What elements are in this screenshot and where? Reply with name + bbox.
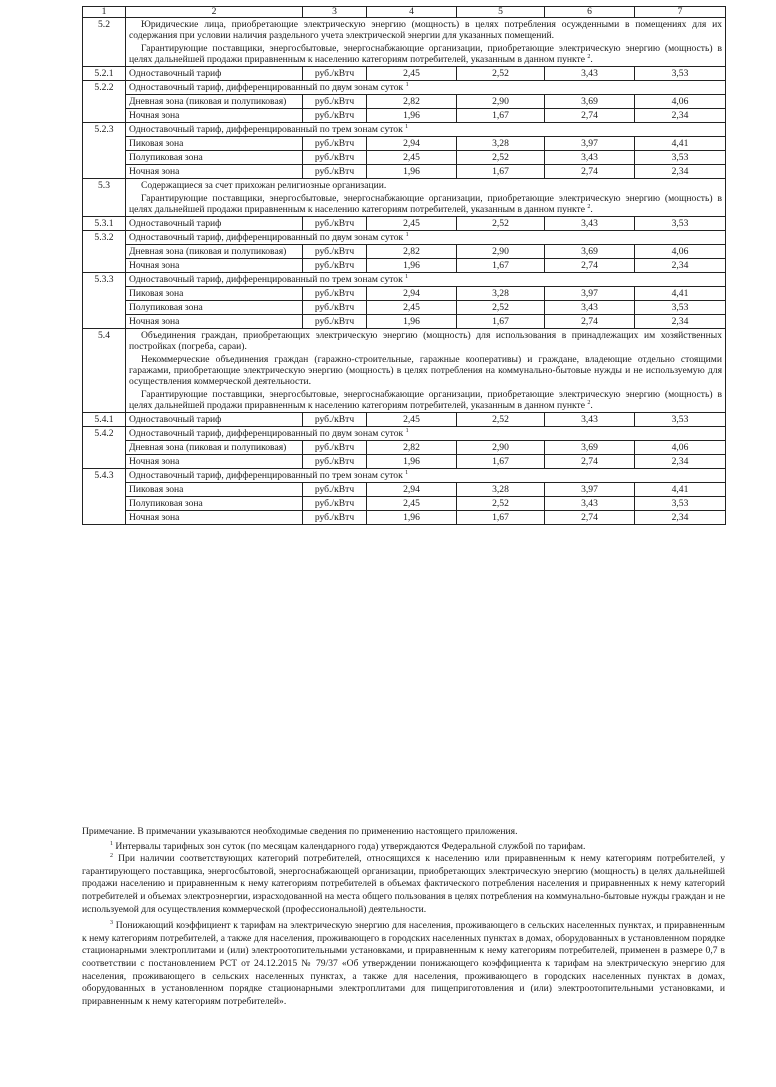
tariff-value-cell: 3,97 [545,287,635,301]
footnote-mark: 1 [110,840,113,847]
unit-cell: руб./кВтч [303,287,367,301]
tariff-value-cell: 4,41 [635,483,726,497]
footnote-mark: 2 [110,853,113,860]
unit-cell: руб./кВтч [303,165,367,179]
row-code: 5.2.1 [83,67,126,81]
unit-cell: руб./кВтч [303,95,367,109]
zone-name: Дневная зона (пиковая и полупиковая) [126,95,303,109]
tariff-value-cell: 3,43 [545,151,635,165]
column-number: 7 [635,7,726,18]
zone-row [83,137,726,151]
zone-tariff-text: Одноставочный тариф, дифференцированный по двум зонам суток [129,82,404,93]
tariff-value-cell: 3,28 [457,287,545,301]
tariff-value-cell: 3,69 [545,95,635,109]
tariff-value-cell: 2,52 [457,67,545,81]
tariff-value-cell: 1,67 [457,455,545,469]
row-code: 5.4.1 [83,413,126,427]
column-number: 2 [126,7,303,18]
tariff-value-cell: 2,74 [545,315,635,329]
footnote-3 [82,920,725,1008]
section-paragraph: Гарантирующие поставщики, энергосбытовые, энергоснабжающие организации, приобретающие электрическую энергию (мощность) в целях дальнейшей продажи приравненным к населению категориям потребителей, указанным в данном пункте $^2$. [129,193,722,215]
footnote-ref: 1 [405,232,409,238]
section-code: 5.4 [83,329,126,413]
footnote-ref: 1 [405,124,409,130]
tariff-value-cell: 2,52 [457,301,545,315]
section-paragraph [129,180,722,191]
tariff-value-cell: 4,06 [635,245,726,259]
tariff-value-cell: 2,52 [457,413,545,427]
paragraph-text: Гарантирующие поставщики, энергосбытовые, энергоснабжающие организации, приобретающие электрическую энергию (мощность) в целях дальнейшей продажи приравненным к населению категориям потребителей, указанным в данном пункте [129,43,722,65]
zone-row [83,151,726,165]
zone-header-row [83,273,726,287]
tariff-value-cell: 3,53 [635,497,726,511]
tariff-value-cell: 1,67 [457,511,545,525]
notes-section [82,826,725,1008]
unit-cell: руб./кВтч [303,67,367,81]
tariff-value-cell: 2,34 [635,109,726,123]
tariff-value-cell: 1,67 [457,109,545,123]
tariff-value-cell: 3,69 [545,441,635,455]
zone-name: Пиковая зона [126,137,303,151]
zone-row [83,483,726,497]
unit-cell: руб./кВтч [303,413,367,427]
column-number: 4 [367,7,457,18]
footnote-ref: 1 [405,274,409,280]
zone-row [83,287,726,301]
zone-row [83,455,726,469]
footnote-mark: 3 [110,920,113,927]
unit-cell: руб./кВтч [303,497,367,511]
row-code: 5.2.2 [83,81,126,123]
tariff-value-cell: 3,43 [545,413,635,427]
zone-tariff-name [126,81,726,95]
tariff-value-cell: 2,52 [457,217,545,231]
section-paragraph [129,354,722,387]
zone-header-row [83,123,726,137]
tariff-value-cell: 3,53 [635,413,726,427]
tariff-value-cell: 2,34 [635,259,726,273]
unit-cell: руб./кВтч [303,259,367,273]
footnote-ref: 1 [405,82,409,88]
row-code: 5.3.1 [83,217,126,231]
paragraph-text: Объединения граждан, приобретающих электрическую энергию (мощность) для использования в принадлежащих им хозяйственных постройках (погреба, сараи). [129,330,722,352]
zone-header-row [83,469,726,483]
tariff-value-cell: 3,97 [545,137,635,151]
row-code: 5.3.2 [83,231,126,273]
footnote-text: Понижающий коэффициент к тарифам на электрическую энергию для населения, проживающего в сельских населенных пунктах, и приравненным к нему категориям потребителей, а также для населения, проживающего в городских населенных пунктах в домах, оборудованных в установленном порядке стационарными электроплитами и (или) электроотопительными установками, и приравненным к нему категориям потребителей, применен в размере 0,7 в соответствии с постановлением РСТ от 24.12.2015 № 79/37 «Об утверждении понижающего коэффициента к тарифам на электрическую энергию для населения, проживающего в сельских населенных пунктах, а также для населения, проживающего в городских населенных пунктах в домах, оборудованных в установленном порядке стационарными электроплитами для пищеприготовления и (или) электроотопительными установками, и приравненным к нему категориям потребителей». [82,920,726,1007]
section-paragraph: Гарантирующие поставщики, энергосбытовые, энергоснабжающие организации, приобретающие электрическую энергию (мощность) в целях дальнейшей продажи приравненным к населению категориям потребителей, указанным в данном пункте $^2$. [129,43,722,65]
unit-cell: руб./кВтч [303,441,367,455]
tariff-value-cell: 3,43 [545,497,635,511]
zone-row [83,109,726,123]
zone-row [83,245,726,259]
zone-header-row [83,427,726,441]
zone-name: Полупиковая зона [126,301,303,315]
zone-name: Ночная зона [126,315,303,329]
unit-cell: руб./кВтч [303,109,367,123]
zone-header-row [83,231,726,245]
section-paragraph [129,19,722,41]
zone-row [83,441,726,455]
tariff-value-cell: 2,34 [635,511,726,525]
tariff-value-cell: 2,94 [367,137,457,151]
tariff-name: Одноставочный тариф [126,413,303,427]
zone-name: Дневная зона (пиковая и полупиковая) [126,245,303,259]
tariff-value-cell: 2,45 [367,301,457,315]
unit-cell: руб./кВтч [303,151,367,165]
zone-header-row [83,81,726,95]
footnote-text: При наличии соответствующих категорий потребителей, относящихся к населению или приравненным к нему категориям потребителей, у гарантирующего поставщика, энергосбытовой, энергоснабжающей организации, приобретающих электрическую энергию (мощность) в целях дальнейшей продажи населению и приравненным к нему категориям потребителей в объемах фактического потребления населения и приравненных к нему категорий потребителей и объемах электроэнергии, израсходованной на места общего пользования в целях потребления на коммунально-бытовые нужды граждан и не используемой для осуществления коммерческой (профессиональной) деятельности. [82,853,725,915]
tariff-name: Одноставочный тариф [126,67,303,81]
section-description [126,329,726,413]
tariff-value-cell: 3,53 [635,67,726,81]
paragraph-text: Некоммерческие объединения граждан (гаражно-строительные, гаражные кооперативы) и граждане, владеющие отдельно стоящими гаражами, приобретающие электрическую энергию (мощность) в целях потребления на коммунально-бытовые нужды и не используемую для осуществления коммерческой деятельности. [129,354,722,387]
tariff-value-cell: 2,90 [457,441,545,455]
tariff-value-cell: 2,74 [545,259,635,273]
tariff-value-cell: 2,74 [545,109,635,123]
footnote-1 [82,841,725,854]
zone-row [83,301,726,315]
zone-tariff-name [126,231,726,245]
tariff-value-cell: 2,52 [457,151,545,165]
tariff-value-cell: 2,74 [545,455,635,469]
tariff-value-cell: 2,74 [545,165,635,179]
tariff-value-cell: 3,28 [457,137,545,151]
tariff-value-cell: 2,34 [635,455,726,469]
paragraph-text: Гарантирующие поставщики, энергосбытовые, энергоснабжающие организации, приобретающие электрическую энергию (мощность) в целях дальнейшей продажи приравненным к населению категориям потребителей, указанным в данном пункте [129,389,722,411]
unit-cell: руб./кВтч [303,483,367,497]
zone-tariff-text: Одноставочный тариф, дифференцированный по двум зонам суток [129,428,404,439]
tariff-value-cell: 4,06 [635,95,726,109]
unit-cell: руб./кВтч [303,137,367,151]
zone-tariff-name [126,273,726,287]
unit-cell: руб./кВтч [303,217,367,231]
tariff-value-cell: 2,34 [635,165,726,179]
zone-row [83,165,726,179]
tariff-table-container [82,6,725,525]
section-row [83,329,726,413]
section-description [126,179,726,217]
unit-cell: руб./кВтч [303,511,367,525]
tariff-value-cell: 2,82 [367,245,457,259]
zone-name: Ночная зона [126,109,303,123]
section-description [126,18,726,67]
tariff-value-cell: 1,67 [457,315,545,329]
zone-name: Полупиковая зона [126,151,303,165]
tariff-value-cell: 1,67 [457,259,545,273]
footnote-2 [82,853,725,916]
tariff-value-cell: 1,96 [367,259,457,273]
tariff-value-cell: 2,45 [367,151,457,165]
note-title: Примечание. В примечании указываются необходимые сведения по применению настоящего приложения. [82,826,518,837]
tariff-value-cell: 2,94 [367,287,457,301]
zone-tariff-text: Одноставочный тариф, дифференцированный по трем зонам суток [129,274,403,285]
zone-name: Ночная зона [126,259,303,273]
unit-cell: руб./кВтч [303,455,367,469]
zone-row [83,497,726,511]
zone-row [83,95,726,109]
zone-name: Ночная зона [126,165,303,179]
zone-name: Пиковая зона [126,483,303,497]
tariff-value-cell: 2,90 [457,95,545,109]
section-paragraph [129,330,722,352]
row-code: 5.4.3 [83,469,126,525]
table-header-row [83,7,726,18]
zone-row [83,511,726,525]
tariff-value-cell: 4,41 [635,137,726,151]
section-code: 5.3 [83,179,126,217]
tariff-value-cell: 3,53 [635,217,726,231]
tariff-value-cell: 2,94 [367,483,457,497]
single-rate-row [83,413,726,427]
tariff-value-cell: 2,52 [457,497,545,511]
tariff-value-cell: 1,96 [367,455,457,469]
tariff-value-cell: 2,45 [367,497,457,511]
footnote-ref: 1 [405,470,409,476]
zone-tariff-name [126,427,726,441]
unit-cell: руб./кВтч [303,301,367,315]
tariff-value-cell: 3,69 [545,245,635,259]
zone-name: Пиковая зона [126,287,303,301]
footnote-ref: 2 [587,400,591,406]
tariff-value-cell: 3,97 [545,483,635,497]
zone-tariff-name [126,469,726,483]
unit-cell: руб./кВтч [303,245,367,259]
zone-tariff-text: Одноставочный тариф, дифференцированный по трем зонам суток [129,470,403,481]
column-number: 6 [545,7,635,18]
row-code: 5.4.2 [83,427,126,469]
zone-tariff-name [126,123,726,137]
tariff-value-cell: 2,45 [367,67,457,81]
zone-name: Ночная зона [126,511,303,525]
footnote-text: Интервалы тарифных зон суток (по месяцам календарного года) утверждаются Федеральной службой по тарифам. [115,840,586,852]
zone-tariff-text: Одноставочный тариф, дифференцированный по двум зонам суток [129,232,404,243]
section-paragraph: Гарантирующие поставщики, энергосбытовые, энергоснабжающие организации, приобретающие электрическую энергию (мощность) в целях дальнейшей продажи приравненным к населению категориям потребителей, указанным в данном пункте $^2$. [129,389,722,411]
tariff-value-cell: 4,06 [635,441,726,455]
tariff-value-cell: 1,67 [457,165,545,179]
tariff-value-cell: 3,28 [457,483,545,497]
section-row [83,179,726,217]
paragraph-text: Гарантирующие поставщики, энергосбытовые, энергоснабжающие организации, приобретающие электрическую энергию (мощность) в целях дальнейшей продажи приравненным к населению категориям потребителей, указанным в данном пункте [129,193,722,215]
tariff-value-cell: 3,43 [545,217,635,231]
zone-name: Дневная зона (пиковая и полупиковая) [126,441,303,455]
tariff-value-cell: 2,45 [367,217,457,231]
tariff-value-cell: 3,43 [545,67,635,81]
zone-row [83,315,726,329]
tariff-value-cell: 2,74 [545,511,635,525]
footnote-ref: 1 [405,428,409,434]
tariff-value-cell: 1,96 [367,165,457,179]
tariff-value-cell: 2,90 [457,245,545,259]
zone-name: Ночная зона [126,455,303,469]
zone-row [83,259,726,273]
column-number: 3 [303,7,367,18]
zone-tariff-text: Одноставочный тариф, дифференцированный по трем зонам суток [129,124,403,135]
row-code: 5.2.3 [83,123,126,179]
single-rate-row [83,217,726,231]
tariff-value-cell: 3,53 [635,301,726,315]
unit-cell: руб./кВтч [303,315,367,329]
column-number: 5 [457,7,545,18]
tariff-value-cell: 3,53 [635,151,726,165]
section-row [83,18,726,67]
footnote-ref: 2 [587,54,591,60]
tariff-value-cell: 2,34 [635,315,726,329]
tariff-table [82,6,726,525]
paragraph-text: Содержащиеся за счет прихожан религиозные организации. [141,180,387,191]
tariff-value-cell: 2,45 [367,413,457,427]
tariff-name: Одноставочный тариф [126,217,303,231]
tariff-value-cell: 2,82 [367,441,457,455]
tariff-table-body [83,7,726,525]
row-code: 5.3.3 [83,273,126,329]
tariff-value-cell: 3,43 [545,301,635,315]
tariff-value-cell: 2,82 [367,95,457,109]
footnote-ref: 2 [587,204,591,210]
single-rate-row [83,67,726,81]
column-number: 1 [83,7,126,18]
paragraph-text: Юридические лица, приобретающие электрическую энергию (мощность) в целях потребления осужденными в помещениях для их содержания при условии наличия раздельного учета электрической энергии для указанных помещений. [129,19,722,41]
tariff-value-cell: 1,96 [367,109,457,123]
zone-name: Полупиковая зона [126,497,303,511]
section-code: 5.2 [83,18,126,67]
tariff-value-cell: 4,41 [635,287,726,301]
tariff-value-cell: 1,96 [367,315,457,329]
tariff-value-cell: 1,96 [367,511,457,525]
